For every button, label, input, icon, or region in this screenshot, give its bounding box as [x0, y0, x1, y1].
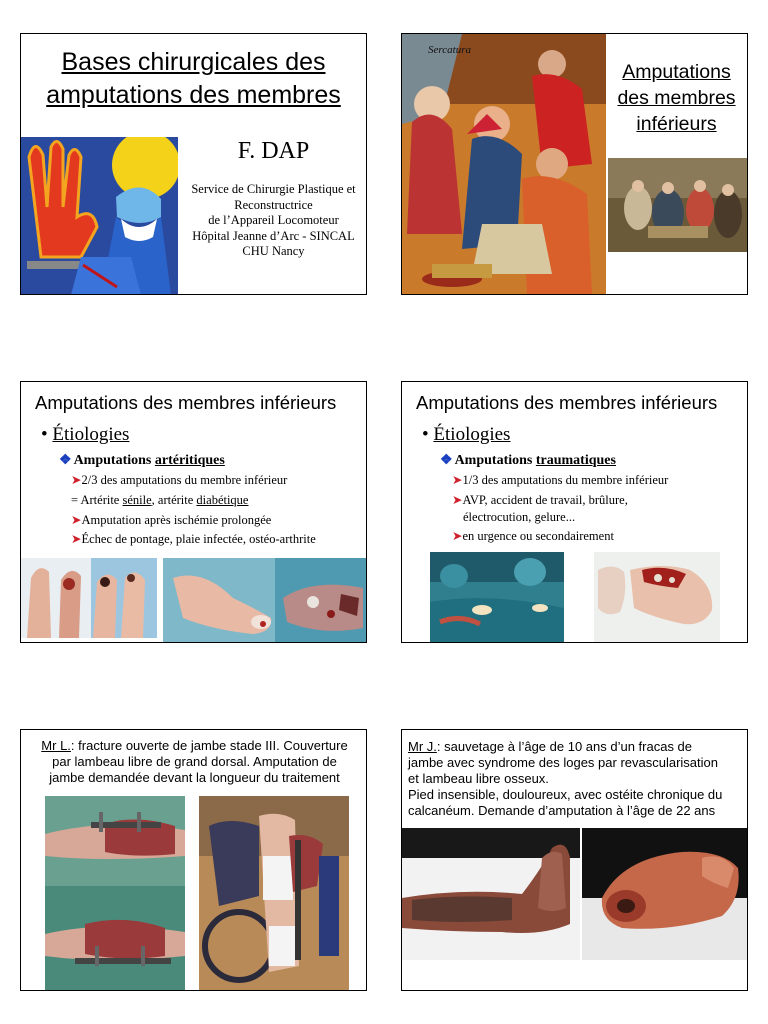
diamond-bullet-icon: ❖ [440, 453, 453, 468]
slide-4-item-1: ➤1/3 des amputations du membre inférieur [452, 473, 669, 487]
slide-1-title: Bases chirurgicales des amputations des membres [46, 48, 341, 109]
photo-traumatic-foot [594, 552, 720, 642]
slide-4-item-3: ➤en urgence ou secondairement [452, 529, 614, 543]
photo-ischemic-feet [21, 558, 157, 638]
painting-label: Sercatura [428, 44, 471, 56]
slide-4-heading: Amputations des membres inférieurs [416, 392, 718, 413]
tavern-painting [608, 158, 748, 252]
photo-wheelchair-leg [199, 796, 349, 990]
slide-3-item-1: ➤2/3 des amputations du membre inférieur [71, 473, 288, 487]
slide-3-heading: Amputations des membres inférieurs [35, 392, 337, 413]
medieval-painting [402, 34, 606, 295]
author-name: F. DAP [237, 138, 310, 164]
slide-5 [20, 729, 367, 991]
slide-3 [20, 381, 367, 643]
slide-5-caption: Mr L.: fracture ouverte de jambe stade III. Couverture par lambeau libre de grand dorsal. Amputation de jambe demandée devant la longueur du traitement [41, 738, 348, 785]
slide-3-item-3: ➤Amputation après ischémie prolongée [71, 513, 272, 527]
slide-1 [20, 33, 367, 295]
slide-4 [401, 381, 748, 643]
slide-3-subheading: ❖ Amputations artéritiques [59, 453, 225, 468]
arrow-bullet-icon: ➤ [452, 493, 463, 507]
arrow-bullet-icon: ➤ [71, 532, 82, 546]
slide-4-bullet: • Étiologies [422, 424, 511, 445]
slide-3-item-2: = Artérite sénile, artérite diabétique [71, 493, 249, 507]
slide-2 [401, 33, 748, 295]
diamond-bullet-icon: ❖ [59, 453, 72, 468]
photo-heel-osteitis [582, 828, 748, 960]
arrow-bullet-icon: ➤ [71, 473, 82, 487]
slide-2-title: Amputations des membres inférieurs [617, 61, 736, 135]
arrow-bullet-icon: ➤ [71, 513, 82, 527]
slide-3-bullet: • Étiologies [41, 424, 130, 445]
slide-6-caption: Mr J.: sauvetage à l’âge de 10 ans d’un fracas de jambe avec syndrome des loges par revascularisation et lambeau libre osseux. Pied insensible, douloureux, avec ostéite chronique du calcanéum. Demande d’amputation à l’âge de 22 ans [408, 739, 723, 818]
affiliation: Service de Chirurgie Plastique et Reconstructrice de l’Appareil Locomoteur Hôpital Jeanne d’Arc - SINCAL CHU Nancy [191, 182, 356, 258]
photo-operating-room [430, 552, 564, 642]
arrow-bullet-icon: ➤ [452, 473, 463, 487]
photo-infected-foot [163, 558, 367, 643]
arrow-bullet-icon: ➤ [452, 529, 463, 543]
photo-damaged-leg [402, 828, 580, 960]
slide-4-item-2: ➤AVP, accident de travail, brûlure, électrocution, gelure... [452, 493, 628, 524]
slide-4-subheading: ❖ Amputations traumatiques [440, 453, 616, 468]
photo-leg-fixator [45, 796, 185, 990]
slide-6 [401, 729, 748, 991]
surgeon-illustration [21, 137, 178, 295]
slide-3-item-4: ➤Échec de pontage, plaie infectée, ostéo-arthrite [71, 532, 316, 546]
